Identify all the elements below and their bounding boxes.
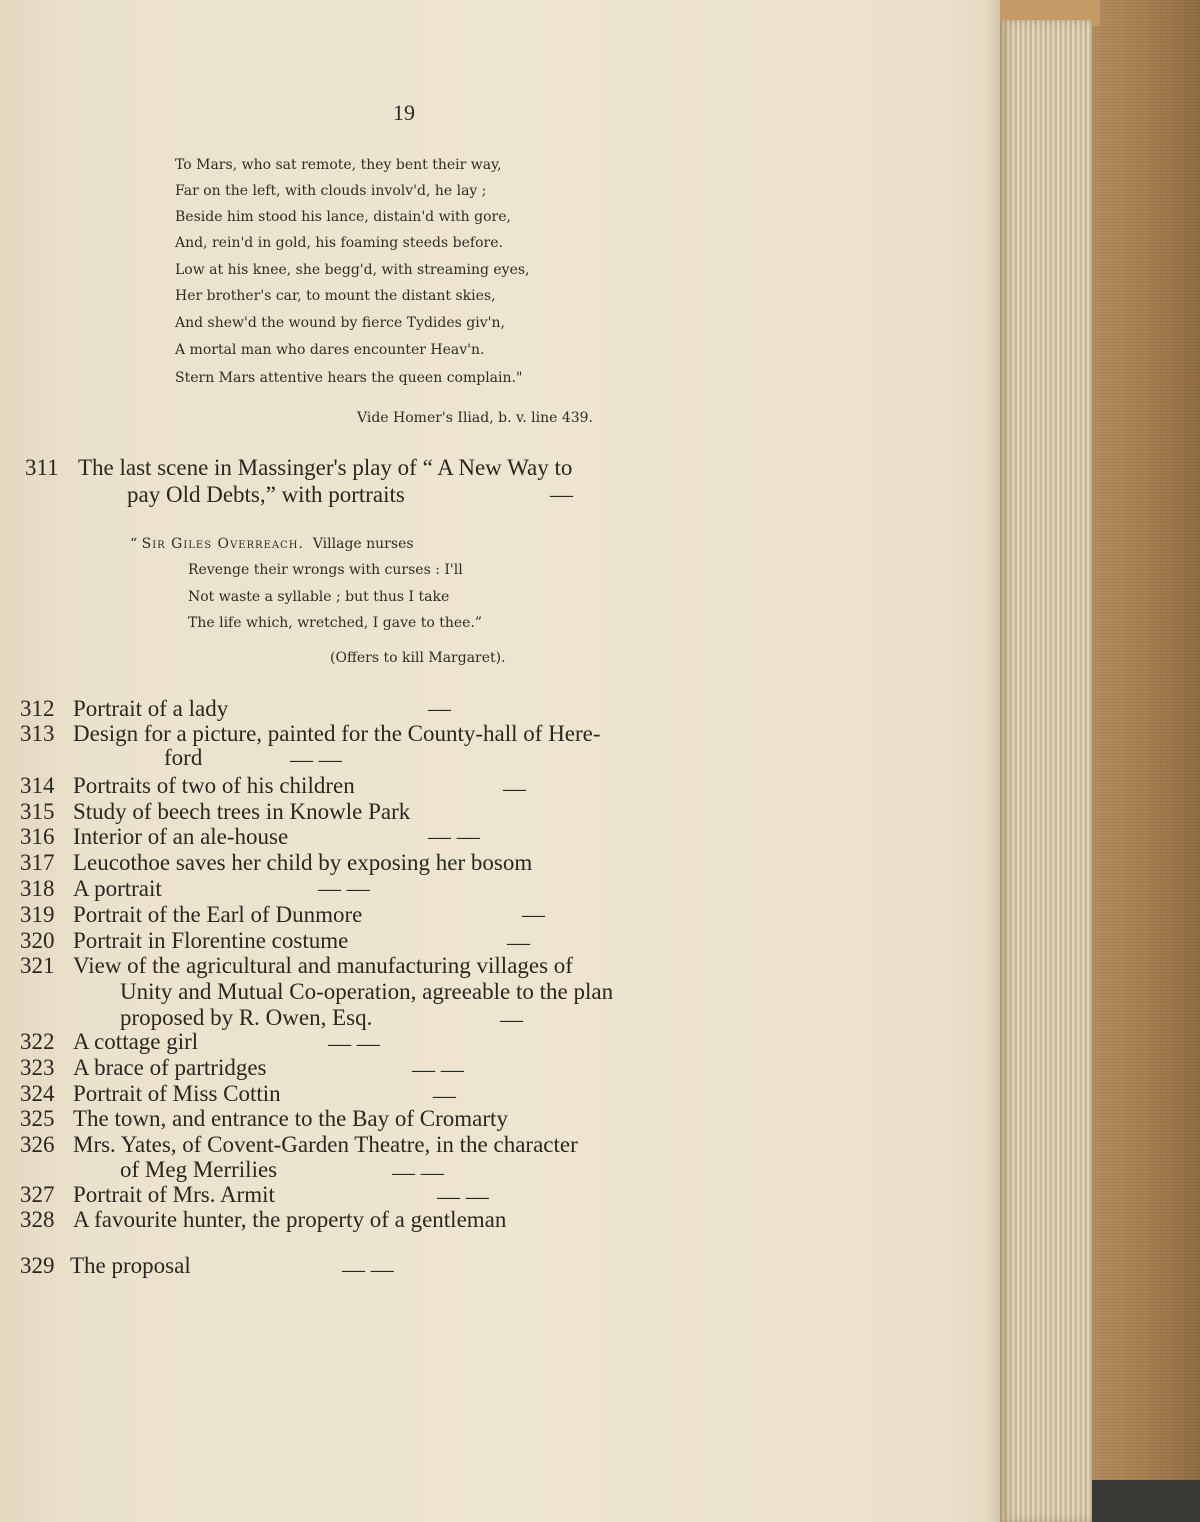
entry-number: 315: [20, 799, 55, 824]
entry-title: A favourite hunter, the property of a gentleman: [73, 1207, 507, 1232]
entry-title: Portrait of Mrs. Armit: [73, 1182, 275, 1207]
poem-line: And shew'd the wound by fierce Tydides giv'n,: [175, 315, 505, 331]
entry-dash: — —: [412, 1057, 464, 1082]
quote-stage-direction: (Offers to kill Margaret).: [330, 650, 506, 666]
entry-title-cont: pay Old Debts,” with portraits: [127, 482, 405, 507]
entry-title: Portrait of a lady: [73, 696, 229, 721]
entry-title: The last scene in Massinger's play of “ A New Way to: [78, 455, 573, 480]
entry-dash: — —: [437, 1184, 489, 1209]
entry-title: Mrs. Yates, of Covent-Garden Theatre, in the character: [73, 1132, 578, 1157]
entry-title: Portrait in Florentine costume: [73, 928, 349, 953]
entry-dash: —: [507, 930, 530, 955]
entry-dash: — —: [290, 747, 342, 772]
entry-title: Portraits of two of his children: [73, 773, 355, 798]
entry-number: 324: [20, 1081, 55, 1106]
entry-title-cont: proposed by R. Owen, Esq.: [120, 1005, 373, 1030]
entry-number: 326: [20, 1132, 55, 1157]
entry-dash: —: [428, 696, 451, 721]
entry-dash: — —: [428, 824, 480, 849]
entry-title: Interior of an ale-house: [73, 824, 289, 849]
entry-number: 327: [20, 1182, 55, 1207]
poem-line: Low at his knee, she begg'd, with streaming eyes,: [175, 262, 530, 278]
entry-title: View of the agricultural and manufacturing villages of: [73, 953, 573, 978]
quote-line: Revenge their wrongs with curses : I'll: [188, 562, 463, 578]
entry-title: The proposal: [70, 1253, 191, 1278]
entry-title: Leucothoe saves her child by exposing her bosom: [73, 850, 533, 875]
entry-number: 311: [25, 455, 59, 480]
entry-number: 314: [20, 773, 55, 798]
entry-number: 312: [20, 696, 55, 721]
entry-dash: — —: [392, 1160, 444, 1185]
entry-dash: — —: [328, 1031, 380, 1056]
entry-dash: —: [500, 1007, 523, 1032]
entry-dash: —: [503, 776, 526, 801]
entry-dash: —: [550, 482, 573, 507]
entry-number: 328: [20, 1207, 55, 1232]
poem-line: Far on the left, with clouds involv'd, he lay ;: [175, 183, 487, 199]
entry-title: Study of beech trees in Knowle Park: [73, 799, 411, 824]
page-number: 19: [393, 100, 415, 125]
poem-citation: Vide Homer's Iliad, b. v. line 439.: [357, 410, 593, 426]
entry-number: 329: [20, 1253, 55, 1278]
entry-title-cont: of Meg Merrilies: [120, 1157, 278, 1182]
quote-line: Not waste a syllable ; but thus I take: [188, 589, 450, 605]
entry-title: The town, and entrance to the Bay of Cromarty: [73, 1106, 508, 1131]
poem-line: Stern Mars attentive hears the queen complain.": [175, 370, 523, 386]
page-edges: [1000, 20, 1092, 1522]
entry-number: 313: [20, 721, 55, 746]
entry-number: 325: [20, 1106, 55, 1131]
book-cover-cloth: [1090, 0, 1200, 1522]
poem-line: Her brother's car, to mount the distant skies,: [175, 288, 496, 304]
entry-dash: —: [522, 902, 545, 927]
entry-number: 321: [20, 953, 55, 978]
entry-title: A cottage girl: [73, 1029, 199, 1054]
entry-title-cont: Unity and Mutual Co-operation, agreeable to the plan: [120, 979, 614, 1004]
poem-line: Beside him stood his lance, distain'd with gore,: [175, 209, 511, 225]
background-shadow: [1080, 1480, 1200, 1522]
entry-dash: — —: [318, 876, 370, 901]
entry-title: Portrait of the Earl of Dunmore: [73, 902, 363, 927]
poem-line: To Mars, who sat remote, they bent their way,: [175, 157, 502, 173]
entry-number: 323: [20, 1055, 55, 1080]
entry-number: 318: [20, 876, 55, 901]
quote-speaker: Sir Giles Overreach.: [141, 536, 304, 552]
quote-line: “ Sir Giles Overreach. Village nurses: [130, 536, 414, 552]
entry-number: 320: [20, 928, 55, 953]
entry-dash: —: [433, 1083, 456, 1108]
quote-line: The life which, wretched, I gave to thee.”: [188, 615, 483, 631]
entry-number: 319: [20, 902, 55, 927]
poem-line: A mortal man who dares encounter Heav'n.: [175, 342, 485, 358]
entry-title: Portrait of Miss Cottin: [73, 1081, 281, 1106]
entry-number: 317: [20, 850, 55, 875]
entry-number: 322: [20, 1029, 55, 1054]
entry-title: Design for a picture, painted for the County-hall of Here-: [73, 721, 601, 746]
entry-number: 316: [20, 824, 55, 849]
entry-title: A portrait: [73, 876, 162, 901]
poem-line: And, rein'd in gold, his foaming steeds before.: [175, 235, 503, 251]
entry-title: A brace of partridges: [73, 1055, 267, 1080]
entry-title-cont: ford: [164, 745, 203, 770]
entry-dash: — —: [342, 1257, 394, 1282]
